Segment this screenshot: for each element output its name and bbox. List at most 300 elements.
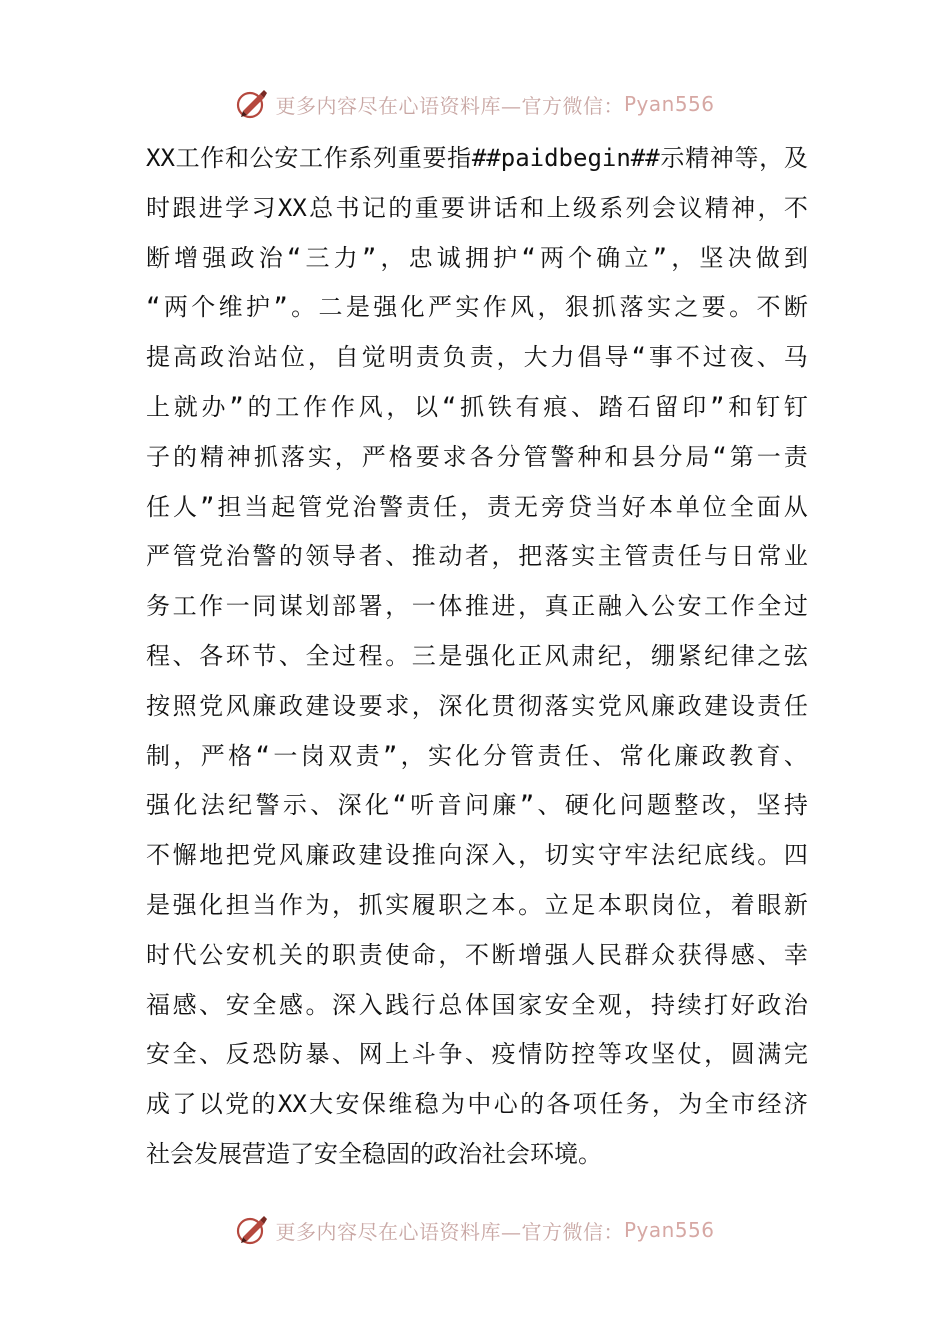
text-token: 正: [571, 592, 596, 621]
text-token: 任: [564, 741, 589, 770]
text-token: 事: [648, 343, 673, 372]
text-token: 教: [729, 741, 754, 770]
document-body: [146, 146, 808, 1192]
text-line: [146, 641, 808, 670]
text-token: 断: [783, 293, 808, 322]
text-token: ，: [400, 741, 425, 770]
text-line: [146, 193, 808, 222]
text-token: ，: [491, 542, 516, 571]
text-token: 诚: [436, 243, 461, 272]
text-token: ，: [332, 890, 357, 919]
text-token: 旁: [540, 492, 565, 521]
text-token: 设: [385, 841, 410, 870]
text-token: 全: [729, 492, 754, 521]
text-token: 暴: [305, 1040, 330, 1069]
text-token: 化: [400, 293, 425, 322]
text-token: 落: [544, 542, 569, 571]
text-token: 断: [146, 243, 170, 272]
text-token: 党: [597, 691, 622, 720]
text-token: 、: [756, 343, 781, 372]
text-token: 律: [730, 641, 755, 670]
text-token: 化: [491, 641, 516, 670]
text-token: 公: [199, 940, 224, 969]
text-token: 化: [365, 791, 389, 820]
text-token: 过: [702, 343, 727, 372]
text-token: 踏: [598, 392, 623, 421]
text-token: “: [441, 392, 457, 421]
text-token: 深: [464, 841, 489, 870]
text-token: 幸: [783, 940, 808, 969]
text-token: 获: [677, 940, 702, 969]
text-token: 的: [388, 193, 413, 222]
text-token: 行: [411, 990, 436, 1019]
text-token: 照: [172, 691, 197, 720]
text-token: 整: [674, 791, 699, 820]
text-token: 践: [385, 990, 410, 1019]
text-token: 全: [571, 990, 596, 1019]
text-token: 忠: [408, 243, 433, 272]
text-token: 职: [332, 940, 357, 969]
text-token: 等: [734, 144, 759, 172]
text-token: 题: [647, 791, 672, 820]
text-token: 全: [172, 1040, 197, 1069]
text-token: 警: [550, 442, 575, 471]
text-token: 位: [677, 890, 702, 919]
text-token: 、: [592, 741, 617, 770]
text-token: 一: [411, 592, 436, 621]
text-token: 的: [172, 442, 197, 471]
text-token: 管: [624, 542, 649, 571]
text-token: 着: [730, 890, 755, 919]
text-token: “: [392, 791, 407, 820]
text-token: 、: [278, 641, 303, 670]
text-token: “: [286, 243, 302, 272]
text-token: 听: [410, 791, 435, 820]
text-token: 治: [458, 1139, 482, 1168]
text-token: 任: [783, 691, 808, 720]
text-token: 日: [730, 542, 755, 571]
text-token: 的: [247, 392, 272, 421]
text-token: 作: [330, 392, 355, 421]
text-line: [146, 343, 808, 372]
text-token: 一: [225, 592, 250, 621]
text-token: “: [521, 243, 536, 272]
text-token: 列: [373, 144, 398, 172]
text-token: 两: [163, 293, 188, 322]
text-token: 深: [337, 791, 362, 820]
text-token: 任: [677, 542, 702, 571]
text-token: 同: [252, 592, 277, 621]
text-line: [146, 542, 808, 571]
text-token: 职: [438, 890, 463, 919]
text-token: 位: [702, 492, 727, 521]
text-token: 管: [172, 542, 197, 571]
text-token: 一: [273, 741, 298, 770]
text-token: 的: [278, 542, 303, 571]
text-token: 政: [701, 741, 726, 770]
text-token: 两: [539, 243, 564, 272]
text-token: 感: [278, 990, 303, 1019]
text-token: 防: [278, 1040, 303, 1069]
text-token: 履: [411, 890, 436, 919]
text-token: 控: [571, 1040, 596, 1069]
text-token: 。: [385, 641, 410, 670]
text-token: 环: [225, 641, 250, 670]
text-token: 硬: [564, 791, 589, 820]
text-token: ，: [496, 343, 521, 372]
text-token: 建: [305, 691, 330, 720]
text-token: 神: [709, 144, 734, 172]
text-token: 的: [410, 1139, 434, 1168]
text-token: 是: [438, 641, 463, 670]
text-token: 。: [729, 293, 754, 322]
text-token: 办: [201, 392, 226, 421]
text-token: 提: [146, 343, 170, 372]
text-token: 议: [678, 193, 703, 222]
text-token: 责: [650, 542, 675, 571]
text-token: 安: [146, 1040, 170, 1069]
text-token: 求: [442, 442, 467, 471]
footer-watermark: [0, 1210, 950, 1250]
text-token: ”: [273, 293, 288, 322]
text-token: 造: [266, 1139, 290, 1168]
text-line: [146, 1090, 808, 1119]
text-token: 懈: [172, 841, 197, 870]
text-token: 当: [252, 890, 277, 919]
text-token: 仗: [677, 1040, 702, 1069]
text-token: 争: [438, 1040, 463, 1069]
text-token: 子: [146, 442, 170, 471]
text-token: 上: [546, 193, 571, 222]
text-token: 导: [332, 542, 357, 571]
text-token: 家: [518, 990, 543, 1019]
text-token: 工: [704, 592, 729, 621]
text-token: 落: [544, 691, 569, 720]
text-token: 。: [291, 293, 316, 322]
text-token: 警: [379, 492, 404, 521]
text-token: 机: [252, 940, 277, 969]
text-token: ，: [334, 442, 359, 471]
text-token: 面: [756, 492, 781, 521]
text-token: 业: [783, 542, 808, 571]
text-token: 责: [537, 741, 562, 770]
text-token: 肃: [571, 641, 596, 670]
text-token: 责: [757, 691, 782, 720]
text-token: “: [631, 343, 646, 372]
text-token: 印: [682, 392, 707, 421]
text-token: ，: [307, 343, 332, 372]
text-token: 担: [217, 492, 242, 521]
text-token: 民: [597, 940, 622, 969]
text-token: 全: [704, 1090, 729, 1119]
text-token: 不: [464, 940, 489, 969]
text-token: 要: [422, 144, 447, 172]
text-token: 格: [388, 442, 413, 471]
text-token: 各: [199, 641, 224, 670]
text-token: 政: [332, 841, 357, 870]
text-token: 是: [146, 890, 170, 919]
text-token: 安: [225, 940, 250, 969]
text-token: 和: [520, 193, 545, 222]
text-token: 任: [146, 492, 170, 521]
text-token: 明: [388, 343, 413, 372]
text-token: 坚: [756, 791, 781, 820]
text-token: ”: [229, 392, 244, 421]
text-token: 拥: [464, 243, 489, 272]
text-line: [146, 691, 808, 720]
text-token: 推: [464, 592, 489, 621]
text-token: 大: [309, 1090, 334, 1119]
text-token: 推: [411, 841, 436, 870]
text-token: 治: [258, 243, 283, 272]
text-token: 作: [730, 592, 755, 621]
text-token: 廉: [492, 791, 517, 820]
text-token: 责: [406, 492, 431, 521]
text-token: 实: [428, 741, 453, 770]
text-token: 责: [355, 741, 380, 770]
text-token: 起: [271, 492, 296, 521]
text-token: 作: [199, 592, 224, 621]
text-token: 固: [386, 1139, 410, 1168]
text-token: 地: [199, 841, 224, 870]
text-token: XX: [277, 1090, 307, 1119]
text-token: 切: [544, 841, 569, 870]
text-token: 时: [146, 193, 170, 222]
text-token: 二: [318, 293, 343, 322]
text-token: 持: [650, 990, 675, 1019]
text-token: 者: [358, 542, 383, 571]
text-token: 个: [568, 243, 593, 272]
text-line: [146, 1139, 808, 1168]
text-token: 进: [491, 592, 516, 621]
text-token: 了: [172, 1090, 197, 1119]
text-token: 为: [678, 1090, 703, 1119]
text-token: 示: [282, 791, 307, 820]
text-token: 要: [441, 193, 466, 222]
text-token: ”: [709, 392, 725, 421]
text-token: 作: [278, 890, 303, 919]
text-token: 讲: [467, 193, 492, 222]
text-token: 种: [577, 442, 602, 471]
text-line: [146, 592, 808, 621]
text-token: 觉: [361, 343, 386, 372]
text-token: 位: [280, 343, 305, 372]
text-token: 济: [783, 1090, 808, 1119]
text-token: 严: [146, 542, 170, 571]
text-token: 抓: [592, 293, 617, 322]
text-token: 学: [225, 193, 250, 222]
text-line: [146, 442, 808, 471]
text-token: 入: [624, 592, 649, 621]
text-token: 政: [434, 1139, 458, 1168]
text-token: 之: [464, 890, 489, 919]
text-token: 政: [677, 691, 702, 720]
text-token: 真: [544, 592, 569, 621]
text-token: 实: [455, 293, 480, 322]
text-token: 严: [361, 442, 386, 471]
text-token: ，: [704, 1040, 729, 1069]
text-token: 领: [305, 542, 330, 571]
text-token: 及: [783, 144, 808, 172]
text-token: 党: [325, 492, 350, 521]
text-token: 神: [226, 442, 251, 471]
text-token: 全: [252, 990, 277, 1019]
text-token: 改: [701, 791, 726, 820]
text-token: ，: [173, 741, 198, 770]
text-token: 本: [491, 890, 516, 919]
text-token: 情: [518, 1040, 543, 1069]
text-token: 系: [348, 144, 373, 172]
text-token: 任: [433, 492, 458, 521]
text-token: 作: [482, 293, 507, 322]
text-token: ，: [652, 1090, 677, 1119]
text-token: 中: [467, 1090, 492, 1119]
text-token: 会: [506, 1139, 530, 1168]
text-token: ，: [518, 841, 543, 870]
text-token: ，: [386, 392, 411, 421]
text-token: 局: [685, 442, 710, 471]
text-token: 维: [388, 1090, 413, 1119]
text-token: 落: [280, 442, 305, 471]
text-token: 风: [358, 392, 383, 421]
text-line: [146, 741, 808, 770]
text-token: 廉: [650, 691, 675, 720]
text-token: 风: [278, 841, 303, 870]
text-token: 岗: [650, 890, 675, 919]
text-token: 反: [225, 1040, 250, 1069]
text-token: 习: [251, 193, 276, 222]
text-token: 任: [599, 1090, 624, 1119]
header-watermark: [0, 84, 950, 124]
text-token: 留: [654, 392, 679, 421]
text-line: [146, 293, 808, 322]
text-token: 好: [730, 990, 755, 1019]
text-token: 确: [596, 243, 621, 272]
text-token: 三: [411, 641, 436, 670]
text-token: 各: [546, 1090, 571, 1119]
text-line: [146, 146, 808, 170]
text-token: 跟: [172, 193, 197, 222]
text-token: 与: [704, 542, 729, 571]
text-token: 强: [202, 243, 227, 272]
text-token: 防: [544, 1040, 569, 1069]
text-token: 重: [397, 144, 422, 172]
text-token: 以: [198, 1090, 223, 1119]
text-token: 融: [597, 592, 622, 621]
text-token: 社: [482, 1139, 506, 1168]
text-token: 工: [172, 592, 197, 621]
text-token: 自: [334, 343, 359, 372]
text-token: 严: [428, 293, 453, 322]
text-token: 问: [464, 791, 489, 820]
text-token: 之: [757, 641, 782, 670]
text-token: 安: [314, 1139, 338, 1168]
text-token: 。: [305, 990, 330, 1019]
text-token: ，: [757, 193, 782, 222]
text-token: 马: [783, 343, 808, 372]
text-token: ，: [759, 144, 784, 172]
text-token: 全: [338, 1139, 362, 1168]
text-token: 指: [447, 144, 472, 172]
text-token: 、: [571, 392, 596, 421]
text-token: ，: [380, 243, 405, 272]
text-token: 感: [730, 940, 755, 969]
text-token: 治: [783, 990, 808, 1019]
text-token: 营: [242, 1139, 266, 1168]
text-token: 从: [783, 492, 808, 521]
text-token: 和: [604, 442, 629, 471]
text-token: 做: [755, 243, 780, 272]
text-token: 、: [464, 1040, 489, 1069]
text-token: 常: [619, 741, 644, 770]
text-token: 化: [173, 791, 198, 820]
text-token: 坚: [699, 243, 724, 272]
text-token: 化: [455, 741, 480, 770]
text-token: 公: [249, 144, 274, 172]
text-token: 一: [756, 442, 781, 471]
text-token: “: [146, 293, 161, 322]
text-token: 底: [704, 841, 729, 870]
text-token: 国: [491, 990, 516, 1019]
text-token: 三: [305, 243, 330, 272]
text-token: 作: [323, 144, 348, 172]
text-token: 正: [518, 641, 543, 670]
text-token: ，: [671, 243, 696, 272]
pen-logo-icon: [235, 87, 269, 121]
text-token: 上: [146, 392, 170, 421]
text-token: 风: [510, 293, 535, 322]
text-token: 作: [303, 392, 328, 421]
text-token: ，: [438, 940, 463, 969]
text-token: 强: [146, 791, 170, 820]
text-token: 入: [491, 841, 516, 870]
text-token: 廉: [305, 841, 330, 870]
text-token: 得: [704, 940, 729, 969]
text-token: 政: [757, 990, 782, 1019]
text-token: ，: [385, 592, 410, 621]
text-token: 风: [225, 691, 250, 720]
text-token: 增: [518, 940, 543, 969]
text-token: 导: [604, 343, 629, 372]
text-token: 警: [252, 542, 277, 571]
text-token: ，: [537, 293, 562, 322]
text-token: 人: [571, 940, 596, 969]
text-token: 工: [299, 144, 324, 172]
text-token: 高: [172, 343, 197, 372]
text-token: 治: [226, 343, 251, 372]
text-token: ，: [518, 592, 543, 621]
text-token: 负: [442, 343, 467, 372]
text-token: 强: [373, 293, 398, 322]
text-token: 法: [650, 841, 675, 870]
text-token: 动: [438, 542, 463, 571]
text-token: 责: [783, 442, 808, 471]
text-token: 圆: [730, 1040, 755, 1069]
watermark-handle: Pyan556: [623, 1218, 715, 1242]
text-token: 无: [514, 492, 539, 521]
text-token: 谋: [278, 592, 303, 621]
text-token: 的: [305, 940, 330, 969]
text-token: 当: [244, 492, 269, 521]
text-token: 就: [173, 392, 198, 421]
text-token: 化: [199, 890, 224, 919]
text-token: 紧: [677, 641, 702, 670]
text-token: 实: [571, 691, 596, 720]
text-token: 好: [621, 492, 646, 521]
text-token: 责: [415, 343, 440, 372]
text-token: 强: [172, 890, 197, 919]
text-token: 责: [358, 940, 383, 969]
